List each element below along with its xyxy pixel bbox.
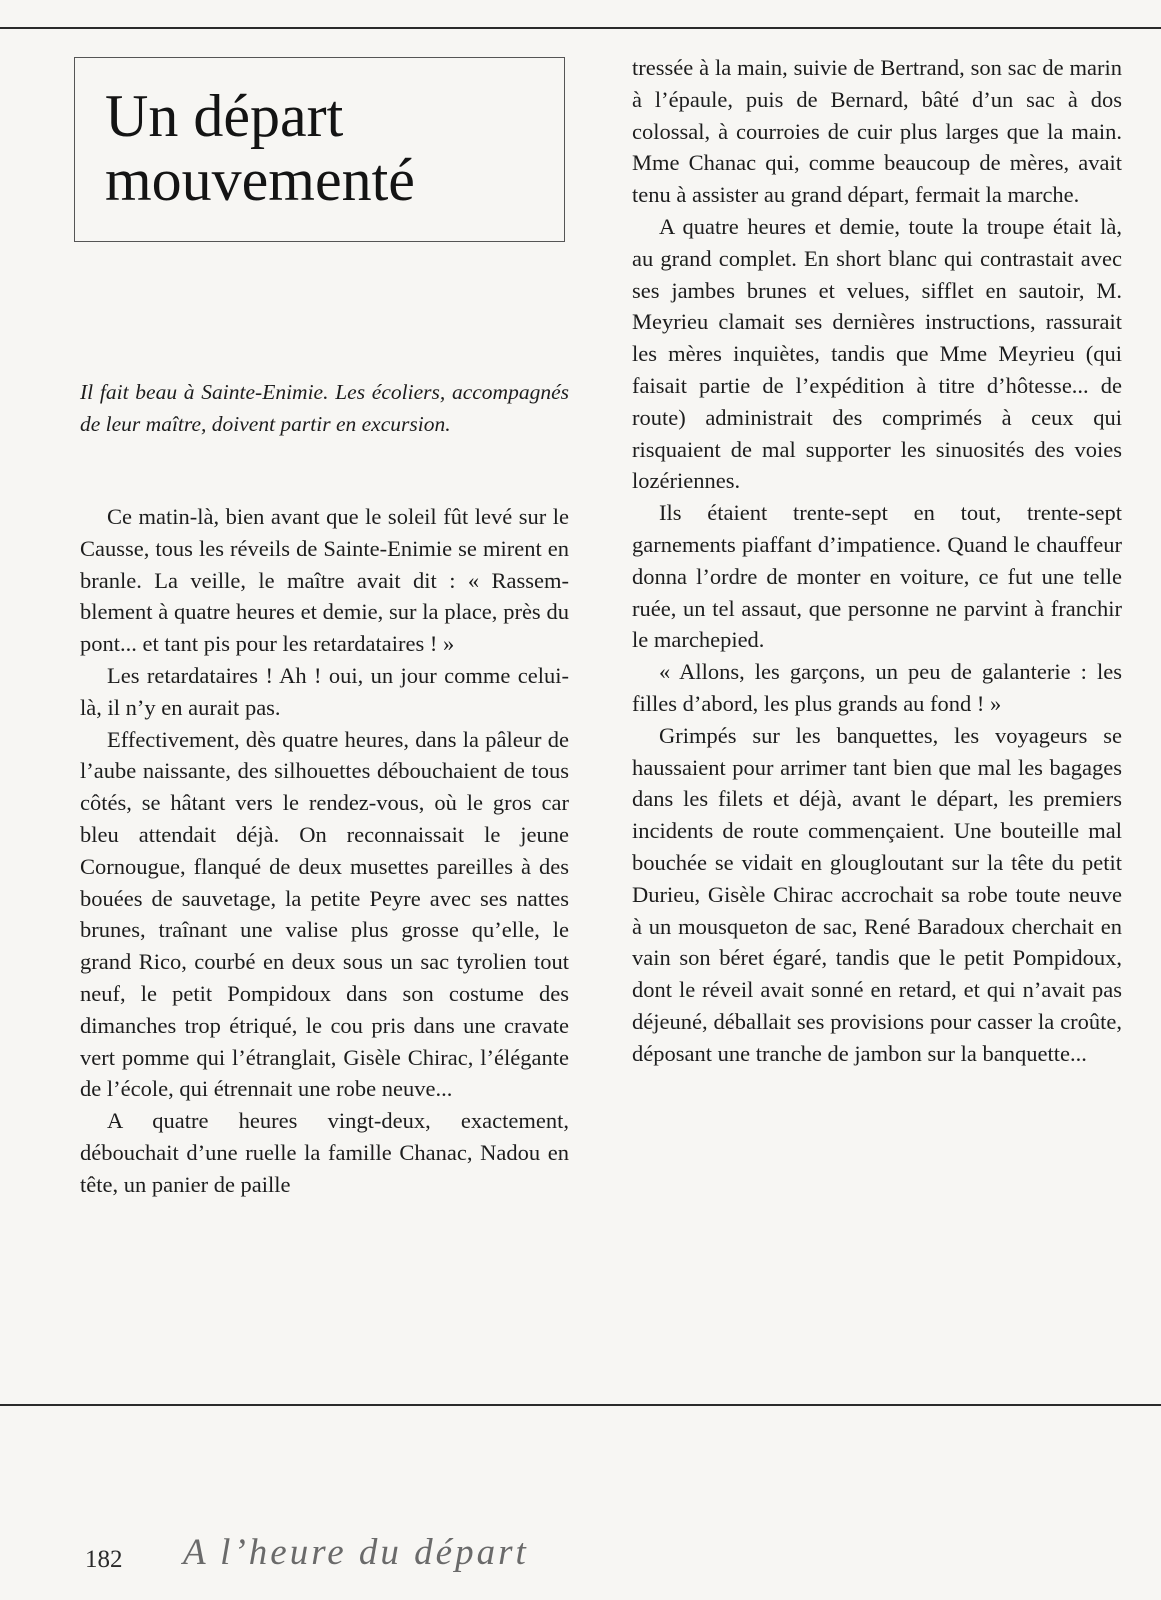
paragraph: Les retardataires ! Ah ! oui, un jour comme celui-là, il n’y en aurait pas.	[80, 662, 569, 720]
paragraph: A quatre heures vingt-deux, exactement, débouchait d’une ruelle la famille Chanac, Nadou en tête, un panier de paille	[80, 1108, 569, 1197]
title-line-2: mouvementé	[105, 147, 415, 213]
paragraph: tressée à la main, suivie de Bertrand, son sac de marin à l’épaule, puis de Bernard, bâté d’un sac à dos colossal, à courroies de cuir plus larges que la main. Mme Chanac qui, comme beaucoup de mères, avait tenu à assister au grand départ, fermait la marche.	[632, 55, 1122, 208]
article-title	[105, 84, 415, 212]
article-intro: Il fait beau à Sainte-Enimie. Les écoliers, accompagnés de leur maître, doivent partir en excursion.	[80, 380, 569, 436]
title-box	[74, 57, 565, 242]
paragraph: Ce matin-là, bien avant que le soleil fût levé sur le Causse, tous les réveils de Sainte-Enimie se mirent en branle. La veille, le maître avait dit : « Rassemblement à quatre heures et demie, sur la place, près du pont... et tant pis pour les retardataires ! »	[80, 504, 569, 657]
paragraph: A quatre heures et demie, toute la troupe était là, au grand complet. En short blanc qui contrastait avec ses jambes brunes et velues, sifflet en sautoir, M. Meyrieu clamait ses dernières instructions, rassurait les mères inquiètes, tandis que Mme Meyrieu (qui faisait partie de l’expédition à titre d’hôtesse... de route) administrait des comprimés à ceux qui risquaient de mal supporter les sinuosités des voies lozériennes.	[632, 213, 1122, 494]
left-column	[80, 501, 569, 1201]
paragraph: Ils étaient trente-sept en tout, trente-sept garnements piaffant d’impatience. Quand le chauffeur donna l’ordre de monter en voiture, ce fut une telle ruée, un tel assaut, que personne ne parvint à franchir le marchepied.	[632, 500, 1122, 653]
top-rule	[0, 27, 1161, 29]
title-line-1: Un départ	[105, 83, 344, 149]
running-title: A l’heure du départ	[183, 1532, 529, 1573]
bottom-rule	[0, 1404, 1161, 1406]
right-column	[632, 52, 1122, 1070]
page-number: 182	[85, 1546, 123, 1573]
paragraph: « Allons, les garçons, un peu de galanterie : les filles d’abord, les plus grands au fond ! »	[632, 659, 1122, 716]
paragraph: Grimpés sur les banquettes, les voyageurs se haussaient pour arrimer tant bien que mal les bagages dans les filets et déjà, avant le départ, les premiers incidents de route commençaient. Une bouteille mal bouchée se vidait en glougloutant sur la tête du petit Durieu, Gisèle Chirac accrochait sa robe toute neuve à un mousqueton de sac, René Baradoux cherchait en vain son béret égaré, tandis que le petit Pompidoux, dont le réveil avait sonné en retard, et qui n’avait pas déjeuné, déballait ses provisions pour casser la croûte, déposant une tranche de jambon sur la banquette...	[632, 722, 1122, 1066]
paragraph: Effectivement, dès quatre heures, dans la pâleur de l’aube naissante, des silhouettes débouchaient de tous côtés, se hâtant vers le rendez-vous, où le gros car bleu attendait déjà. On reconnaissait le jeune Cornougue, flanqué de deux musettes pareilles à des bouées de sauvetage, la petite Peyre avec ses nattes brunes, traînant une valise plus grosse qu’elle, le grand Rico, courbé en deux sous un sac tyrolien tout neuf, le petit Pompidoux dans son costume des dimanches trop étriqué, le cou pris dans une cravate vert pomme qui l’étranglait, Gisèle Chirac, l’élégante de l’école, qui étrennait une robe neuve...	[80, 726, 569, 1102]
